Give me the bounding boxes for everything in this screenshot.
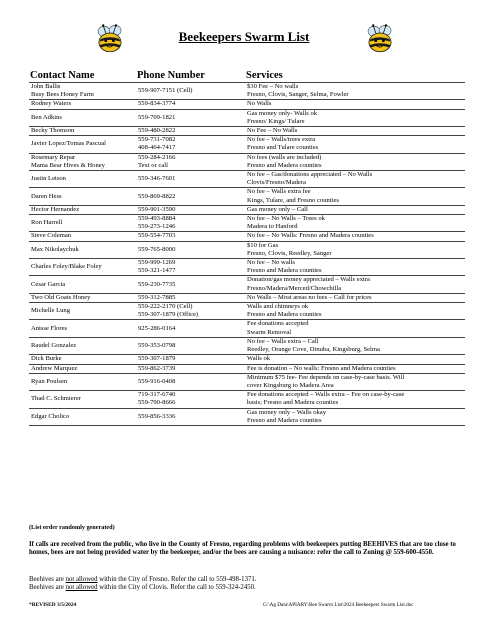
table-row xyxy=(29,136,465,153)
cell-contact-name xyxy=(29,109,136,126)
table-row xyxy=(29,232,465,241)
contact-name-line: Steve Coleman xyxy=(31,232,72,240)
contact-name-line: Busy Bees Honey Farm xyxy=(31,91,94,99)
services-line: No fee – No Walls – Trees ok xyxy=(247,215,325,223)
contact-name-line: Mama Bear Hives & Honey xyxy=(31,161,105,169)
column-header-contact-name: Contact Name xyxy=(30,70,95,81)
cell-services xyxy=(245,153,465,170)
phone-number-line: 559-790-8666 xyxy=(138,399,176,407)
cell-phone-number xyxy=(136,205,245,214)
services-line: Fresno/ Kings/ Tulare xyxy=(247,117,305,125)
cell-phone-number xyxy=(136,373,245,390)
phone-number-line: 559-765-8000 xyxy=(138,245,176,253)
cell-services xyxy=(245,215,465,232)
phone-number-line: 559-731-7082 xyxy=(138,136,176,144)
fresno-not-allowed-text: not allowed xyxy=(65,576,98,583)
cell-services xyxy=(245,364,465,373)
cell-phone-number xyxy=(136,355,245,364)
cell-contact-name xyxy=(29,391,136,408)
phone-number-line: 559-907-7151 (Cell) xyxy=(138,87,193,95)
table-row xyxy=(29,355,465,364)
table-row xyxy=(29,276,465,293)
services-line: Minimum $75 fee- Fee depends on case-by-case basis. Will xyxy=(247,373,405,381)
cell-phone-number xyxy=(136,391,245,408)
cell-services xyxy=(245,171,465,188)
services-line: Gas money only – Call xyxy=(247,205,308,213)
cell-services xyxy=(245,355,465,364)
services-line: No fee – Walls extra – Call xyxy=(247,337,319,345)
services-line: basis; Fresno and Madera counties xyxy=(247,399,339,407)
contact-name-line: Ron Harrell xyxy=(31,219,63,227)
cell-phone-number xyxy=(136,259,245,276)
cell-services xyxy=(245,320,465,337)
table-row xyxy=(29,337,465,354)
phone-number-line: 559-834-3774 xyxy=(138,100,176,108)
services-line: Fresno and Tulare counties xyxy=(247,144,319,152)
cell-contact-name xyxy=(29,293,136,302)
table-row xyxy=(29,408,465,425)
table-row xyxy=(29,188,465,205)
cell-services xyxy=(245,136,465,153)
phone-number-line: 559-284-2166 xyxy=(138,153,176,161)
cell-contact-name xyxy=(29,337,136,354)
file-path: G:\Ag Data\APIARY\Bee Swarm List\2024 Beekeepers Swarm List.doc xyxy=(263,602,414,608)
contact-name-line: Edgar Cholico xyxy=(31,412,70,420)
phone-number-line: 559-554-7703 xyxy=(138,232,176,240)
contact-name-line: Ben Adkins xyxy=(31,113,62,121)
cell-phone-number xyxy=(136,364,245,373)
contact-name-line: Dick Burke xyxy=(31,355,62,363)
cell-contact-name xyxy=(29,408,136,425)
cell-contact-name xyxy=(29,303,136,320)
cell-phone-number xyxy=(136,100,245,109)
table-row xyxy=(29,259,465,276)
services-line: Reedley, Orange Cove, Dinuba, Kingsburg, Selma xyxy=(247,346,380,354)
cell-contact-name xyxy=(29,320,136,337)
cell-phone-number xyxy=(136,241,245,258)
cell-services xyxy=(245,109,465,126)
services-line: No fee – Walls extra fee xyxy=(247,188,311,196)
cell-services xyxy=(245,293,465,302)
cell-phone-number xyxy=(136,232,245,241)
cell-contact-name xyxy=(29,276,136,293)
cell-contact-name xyxy=(29,100,136,109)
services-line: Fresno, Clovis, Sanger, Selma, Fowler xyxy=(247,91,349,99)
cell-services xyxy=(245,241,465,258)
table-row xyxy=(29,373,465,390)
contact-name-line: Max Nikolaychuk xyxy=(31,245,79,253)
contact-name-line: Daren Hess xyxy=(31,192,62,200)
clovis-city-note xyxy=(29,584,256,592)
table-row xyxy=(29,83,465,100)
phone-number-line: 559-493-8884 xyxy=(138,215,176,223)
cell-phone-number xyxy=(136,188,245,205)
table-row xyxy=(29,171,465,188)
phone-number-line: 559-222-2170 (Cell) xyxy=(138,303,193,311)
table-row xyxy=(29,127,465,136)
cell-services xyxy=(245,337,465,354)
cell-phone-number xyxy=(136,320,245,337)
cell-contact-name xyxy=(29,259,136,276)
services-line: Fee donations accepted xyxy=(247,320,309,328)
phone-number-line: 719-317-6740 xyxy=(138,391,176,399)
contact-name-line: Rosemary Repar xyxy=(31,153,76,161)
contact-name-line: Thad C. Schmierer xyxy=(31,395,81,403)
services-line: Walls ok xyxy=(247,355,271,363)
cell-contact-name xyxy=(29,241,136,258)
table-row xyxy=(29,303,465,320)
phone-number-line: 559-273-1246 xyxy=(138,223,176,231)
cell-contact-name xyxy=(29,153,136,170)
services-line: Donation/gas money appreciated – Walls extra xyxy=(247,276,370,284)
services-line: Swarm Removal xyxy=(247,328,292,336)
services-line: No fee – No walls xyxy=(247,259,295,267)
phone-number-line: 559-856-3336 xyxy=(138,412,176,420)
clovis-note-text: Beehives are xyxy=(29,584,66,591)
contact-name-line: John Ballis xyxy=(31,83,61,90)
revised-date: *REVISED 3/5/2024 xyxy=(29,602,77,608)
table-row xyxy=(29,153,465,170)
table-row xyxy=(29,364,465,373)
column-header-services: Services xyxy=(246,70,283,81)
cell-services xyxy=(245,127,465,136)
cell-contact-name xyxy=(29,127,136,136)
swarm-list-table xyxy=(29,70,465,426)
cell-phone-number xyxy=(136,303,245,320)
cell-contact-name xyxy=(29,215,136,232)
services-line: No fee – Gas/donations appreciated – No Walls xyxy=(247,171,373,179)
table-row xyxy=(29,215,465,232)
services-line: Fresno and Madera counties xyxy=(247,161,322,169)
clovis-not-allowed-text: not allowed xyxy=(65,584,98,591)
table-row xyxy=(29,100,465,109)
cell-contact-name xyxy=(29,232,136,241)
services-line: Fee donations accepted – Walls extra – Fee on case-by-case xyxy=(247,391,405,399)
fresno-referral-text: within the City of Fresno. Refer the call to 559-498-1371. xyxy=(97,576,257,583)
contact-name-line: Anisse Flores xyxy=(31,324,68,332)
contact-name-line: Charles Foley/Blake Foley xyxy=(31,263,102,271)
fresno-note-text: Beehives are xyxy=(29,576,66,583)
contact-name-line: Raudel Gonzalez xyxy=(31,341,77,349)
services-line: Fresno and Madera counties xyxy=(247,416,322,424)
table-header-row xyxy=(29,70,465,83)
cell-services xyxy=(245,408,465,425)
cell-services xyxy=(245,83,465,100)
cell-services xyxy=(245,373,465,390)
phone-number-line: Text or call xyxy=(138,161,168,169)
table-row xyxy=(29,205,465,214)
cell-phone-number xyxy=(136,127,245,136)
table-row xyxy=(29,109,465,126)
phone-number-line: 559-307-1879 (Office) xyxy=(138,311,199,319)
contact-name-line: Two Old Goats Honey xyxy=(31,293,91,301)
services-line: No Walls – Most areas no fees – Call for prices xyxy=(247,293,372,301)
contact-name-line: Rodney Waters xyxy=(31,100,72,108)
cell-services xyxy=(245,303,465,320)
services-line: No fee – No Walls: Fresno and Madera counties xyxy=(247,232,374,240)
services-line: Gas money only- Walls ok xyxy=(247,109,318,117)
phone-number-line: 559-869-8822 xyxy=(138,192,176,200)
services-line: Fresno and Madera counties xyxy=(247,267,322,275)
cell-contact-name xyxy=(29,171,136,188)
cell-contact-name xyxy=(29,364,136,373)
phone-number-line: 559-230-7735 xyxy=(138,280,176,288)
phone-number-line: 559-709-1821 xyxy=(138,113,176,121)
column-header-phone-number: Phone Number xyxy=(137,70,205,81)
cell-phone-number xyxy=(136,171,245,188)
services-line: Fresno and Madera counties xyxy=(247,311,322,319)
services-line: Gas money only – Walls okay xyxy=(247,408,327,416)
cell-phone-number xyxy=(136,276,245,293)
table-row xyxy=(29,241,465,258)
document-title: Beekeepers Swarm List xyxy=(178,29,310,44)
contact-name-line: Andrew Marquez xyxy=(31,364,78,372)
services-line: Clovis/Fresno/Madera xyxy=(247,179,306,187)
phone-number-line: 559-312-7885 xyxy=(138,293,176,301)
phone-number-line: 559-353-0798 xyxy=(138,341,176,349)
cell-phone-number xyxy=(136,109,245,126)
cell-services xyxy=(245,259,465,276)
phone-number-line: 559-999-1269 xyxy=(138,259,176,267)
cell-services xyxy=(245,391,465,408)
phone-number-line: 559-862-3739 xyxy=(138,364,176,372)
contact-name-line: Hector Hernandez xyxy=(31,205,80,213)
phone-number-line: 559-480-2822 xyxy=(138,127,176,135)
phone-number-line: 559-916-0408 xyxy=(138,377,176,385)
cell-services xyxy=(245,205,465,214)
cell-phone-number xyxy=(136,153,245,170)
cell-contact-name xyxy=(29,205,136,214)
phone-number-line: 559-901-3590 xyxy=(138,205,176,213)
cell-phone-number xyxy=(136,293,245,302)
services-line: cover Kingsburg to Madera Area xyxy=(247,381,334,389)
services-line: No Fee – No Walls xyxy=(247,127,298,135)
cell-contact-name xyxy=(29,355,136,364)
services-line: Madera to Hanford xyxy=(247,223,298,231)
phone-number-line: 559-346-7601 xyxy=(138,175,176,183)
services-line: $30 Fee – No walls xyxy=(247,83,299,90)
cell-phone-number xyxy=(136,83,245,100)
cell-phone-number xyxy=(136,408,245,425)
table-body xyxy=(29,83,465,426)
cell-services xyxy=(245,276,465,293)
services-line: Kings, Tulare, and Fresno counties xyxy=(247,196,339,204)
services-line: Fresno, Clovis, Reedley, Sanger xyxy=(247,249,332,257)
contact-name-line: Becky Thomson xyxy=(31,127,75,135)
contact-name-line: Michelle Lung xyxy=(31,307,71,315)
phone-number-line: 408-464-7417 xyxy=(138,144,176,152)
list-order-note: (List order randomly generated) xyxy=(29,524,115,531)
zoning-policy-note: If calls are received from the public, who live in the County of Fresno, regarding problems with beekeepers putting BEEHIVES that are too close to homes, bees are not being provided water by the beekeeper, and/or the bees are causing a nuisance: refer the call to Zoning @ 559-600-4550. xyxy=(29,541,456,557)
cell-services xyxy=(245,100,465,109)
contact-name-line: Ryan Poulsen xyxy=(31,377,68,385)
contact-name-line: Justin Letson xyxy=(31,175,66,183)
cell-contact-name xyxy=(29,188,136,205)
cell-contact-name xyxy=(29,83,136,100)
contact-name-line: Cesar Garcia xyxy=(31,280,66,288)
cell-phone-number xyxy=(136,215,245,232)
services-line: No fee – Walls/trees extra xyxy=(247,136,316,144)
phone-number-line: 559-307-1879 xyxy=(138,355,176,363)
cell-services xyxy=(245,188,465,205)
clovis-referral-text: within the City of Clovis. Refer the call to 559-324-2450. xyxy=(97,584,256,591)
cell-phone-number xyxy=(136,337,245,354)
cell-contact-name xyxy=(29,136,136,153)
phone-number-line: 925-286-0164 xyxy=(138,324,176,332)
table-row xyxy=(29,293,465,302)
services-line: No Walls xyxy=(247,100,272,108)
services-line: Fresno/Madera/Merced/Chowchilla xyxy=(247,284,342,292)
services-line: Fee is donation – No walls: Fresno and Madera counties xyxy=(247,364,396,372)
table-row xyxy=(29,320,465,337)
services-line: $10 for Gas xyxy=(247,241,279,249)
table-row xyxy=(29,391,465,408)
cell-contact-name xyxy=(29,373,136,390)
services-line: Walls and chimneys ok xyxy=(247,303,309,311)
services-line: No fees (walls are included) xyxy=(247,153,322,161)
cell-services xyxy=(245,232,465,241)
cell-phone-number xyxy=(136,136,245,153)
contact-name-line: Javier Lopez/Tomas Pascual xyxy=(31,140,106,148)
phone-number-line: 559-321-1477 xyxy=(138,267,176,275)
